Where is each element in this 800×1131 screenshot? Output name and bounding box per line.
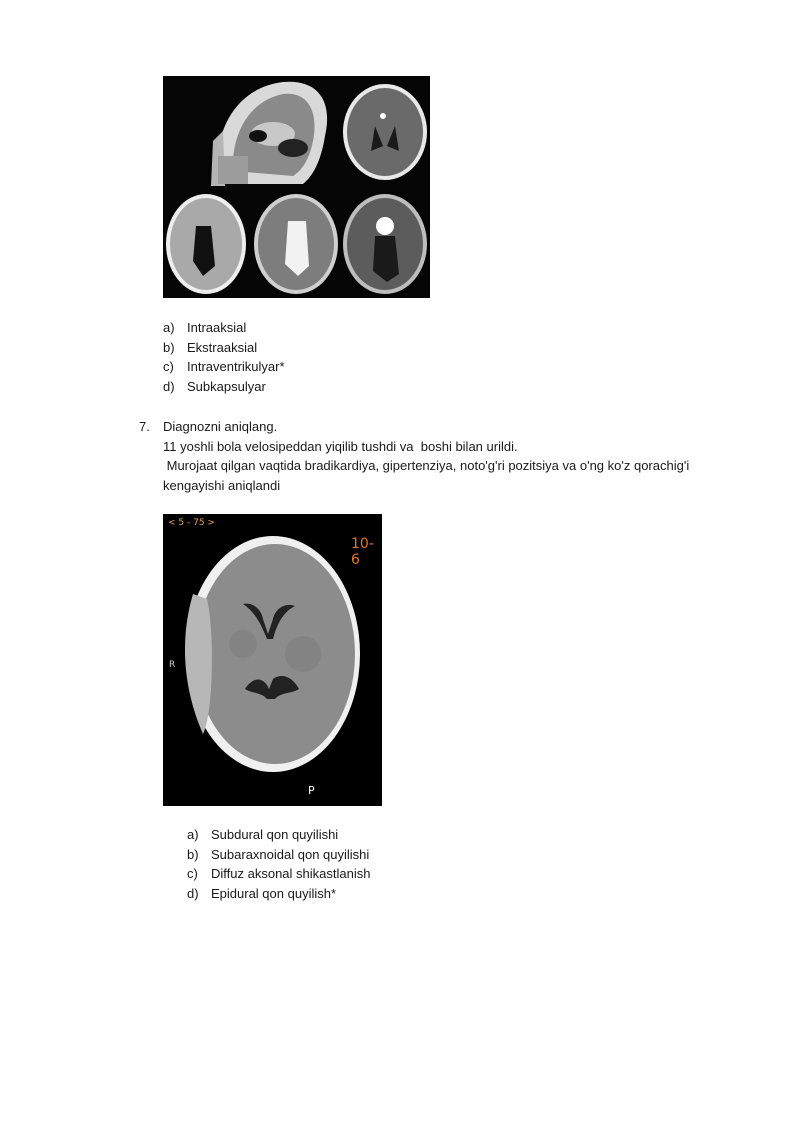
q6-option-b: b) Ekstraaksial [163,340,258,355]
ct-overlay-top-right: 10-6 [351,536,374,568]
q7-option-b: b) Subaraxnoidal qon quyilishi [187,847,370,862]
q6-option-d: d) Subkapsulyar [163,379,266,394]
axial-mri-panel-2 [254,194,338,294]
q7-option-a: a) Subdural qon quyilishi [187,827,339,842]
ct-scan-figure [163,514,382,806]
ct-overlay-side: R [169,660,176,670]
q7-number: 7. [139,419,150,434]
q7-option-c: c) Diffuz aksonal shikastlanish [187,866,371,881]
q7-title: Diagnozni aniqlang. [163,419,278,434]
q7-line-3: kengayishi aniqlandi [163,478,281,493]
mri-montage-figure [163,76,430,298]
axial-mri-panel-3 [343,194,427,294]
q6-option-c: c) Intraventrikulyar* [163,359,285,374]
mri-montage-image [163,76,430,298]
axial-ct-panel-top [343,84,427,180]
ct-overlay-bottom: P [308,784,315,797]
ct-overlay-top-left: < 5 - 75 > [168,518,215,528]
q7-line-1: 11 yoshli bola velosipeddan yiqilib tushdi va boshi bilan urildi. [163,439,518,454]
q7-option-d: d) Epidural qon quyilish* [187,886,337,901]
ct-scan-image [163,514,382,806]
axial-mri-panel-1 [166,194,246,294]
q7-line-2: Murojaat qilgan vaqtida bradikardiya, gipertenziya, noto'g'ri pozitsiya va o'ng ko'z qorachig'i [163,458,690,473]
q6-option-a: a) Intraaksial [163,320,247,335]
